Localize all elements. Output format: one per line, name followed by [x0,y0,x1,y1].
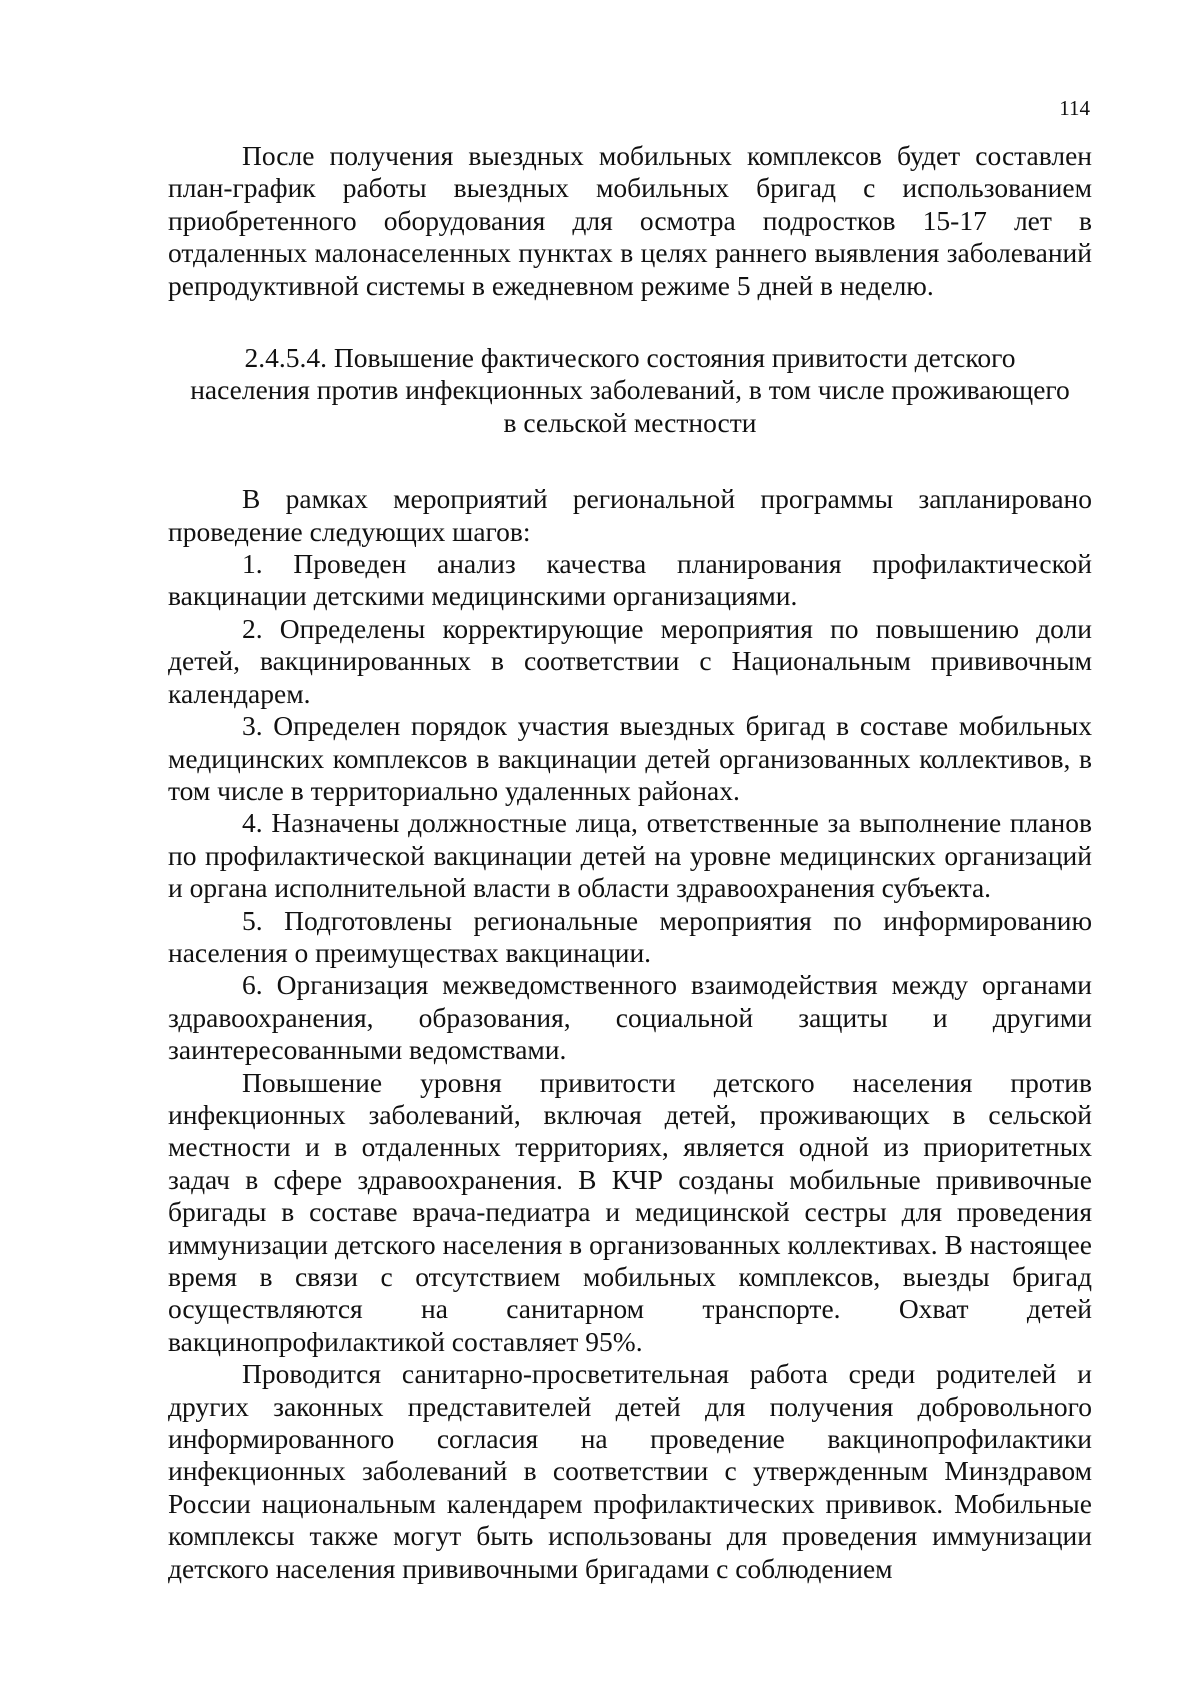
list-item-step-3: 3. Определен порядок участия выездных бригад в составе мобильных медицинских комплексов в вакцинации детей организованных коллективов, в том числе в территориально удаленных районах. [168,710,1092,806]
section-body [168,483,1092,1585]
paragraph-outreach: Проводится санитарно-просветительная работа среди родителей и других законных представителей детей для получения добровольного информированного согласия на проведение вакцинопрофилактики инфекционных заболеваний в соответствии с утвержденным Минздравом России национальным календарем профилактических прививок. Мобильные комплексы также могут быть использованы для проведения иммунизации детского населения прививочными бригадами с соблюдением [168,1358,1092,1584]
list-item-step-6: 6. Организация межведомственного взаимодействия между органами здравоохранения, образования, социальной защиты и другими заинтересованными ведомствами. [168,969,1092,1066]
paragraph-vaccination-coverage: Повышение уровня привитости детского населения против инфекционных заболеваний, включая детей, проживающих в сельской местности и в отдаленных территориях, является одной из приоритетных задач в сфере здравоохранения. В КЧР созданы мобильные прививочные бригады в составе врача-педиатра и медицинской сестры для проведения иммунизации детского населения в организованных коллективах. В настоящее время в связи с отсутствием мобильных комплексов, выезды бригад осуществляются на санитарном транспорте. Охват детей вакцинопрофилактикой составляет 95%. [168,1066,1092,1357]
list-item-step-4: 4. Назначены должностные лица, ответственные за выполнение планов по профилактической вакцинации детей на уровне медицинских организаций и органа исполнительной власти в области здравоохранения субъекта. [168,807,1092,904]
list-item-step-1: 1. Проведен анализ качества планирования профилактической вакцинации детскими медицинскими организациями. [168,548,1092,612]
section-heading [168,342,1092,439]
list-item-step-2: 2. Определены корректирующие мероприятия по повышению доли детей, вакцинированных в соответствии с Национальным прививочным календарем. [168,612,1092,709]
paragraph-mobile-complexes: После получения выездных мобильных комплексов будет составлен план-график работы выездных мобильных бригад с использованием приобретенного оборудования для осмотра подростков 15-17 лет в отдаленных малонаселенных пунктах в целях раннего выявления заболеваний репродуктивной системы в ежедневном режиме 5 дней в неделю. [168,140,1092,301]
paragraph-intro: В рамках мероприятий региональной программы запланировано проведение следующих шагов: [168,483,1092,547]
section-heading-line: 2.4.5.4. Повышение фактического состояния привитости детского [244,342,1016,374]
list-item-step-5: 5. Подготовлены региональные мероприятия по информированию населения о преимуществах вакцинации. [168,904,1092,968]
section-heading-line: населения против инфекционных заболеваний, в том числе проживающего [190,374,1070,406]
page-content [168,140,1092,1585]
page-number: 114 [1059,96,1090,120]
section-heading-line: в сельской местности [503,406,757,438]
